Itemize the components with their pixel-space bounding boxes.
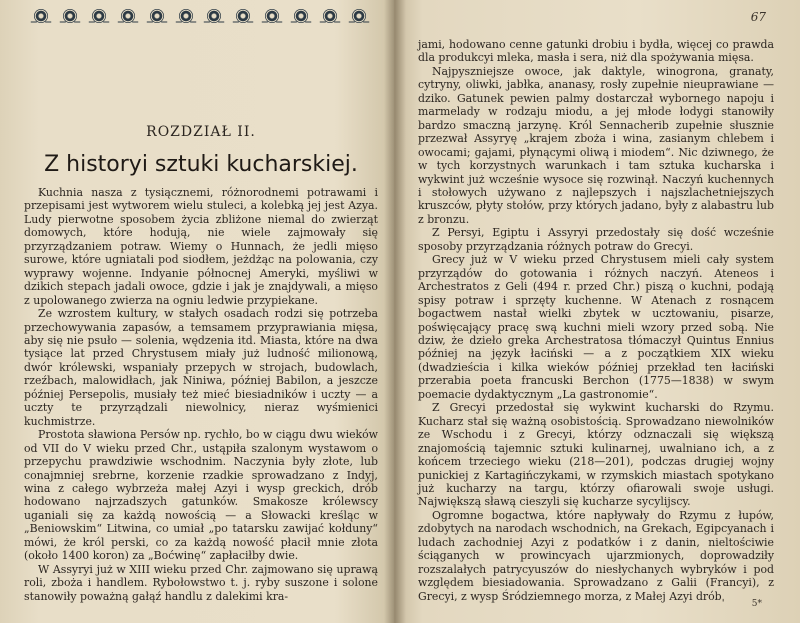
- rose-ornament-icon: [57, 6, 83, 28]
- rose-ornament-icon: [317, 6, 343, 28]
- page-number: 67: [750, 10, 766, 24]
- rose-ornament-icon: [230, 6, 256, 28]
- printer-signature: 5*: [751, 599, 762, 609]
- rose-ornament-icon: [259, 6, 285, 28]
- paragraph: Najpyszniejsze owoce, jak daktyle, winogrona, granaty, cytryny, oliwki, jabłka, ananasy, rosły zupełnie nieuprawiane — dziko. Gatunek pewien palmy dostarczał wybornego napoju i marmelady w rodzaju miodu, a jej młode łodygi stanowiły bardzo smaczną jarzynę. Król Sennacherib zupełnie słusznie przezwał Assyryę „krajem zboża i wina, zasianym chlebem i owocami; gajami, płynącymi oliwą i miodem“. Nic dziwnego, że w tych korzystnych warunkach i tam sztuka kucharska i wykwint już wcześnie wysoce się rozwinął. Naczyń kuchennych i stołowych używano z najlepszych i najszlachetniejszych kruszców, płyty stołów, przy których jadano, były z alabastru lub z bronzu.: [418, 64, 774, 226]
- rose-ornament-icon: [201, 6, 227, 28]
- paragraph: jami, hodowano cenne gatunki drobiu i bydła, więcej co prawda dla produkcyi mleka, masła i sera, niż dla spożywania mięsa.: [418, 38, 774, 65]
- paragraph: Z Grecyi przedostał się wykwint kucharski do Rzymu. Kucharz stał się ważną osobistością. Sprowadzano niewolników ze Wschodu i z Grecyi, którzy odznaczali się większą znajomością tajemnic sztuki kulinarnej, uwalniano ich, a z końcem trzeciego wieku (218—201), podczas drugiej wojny punickiej z Kartagińczykami, w rzymskich miastach spotykano już kucharzy na targu, którzy ofiarowali swoje usługi. Największą sławą cieszyli się kucharze sycylijscy.: [418, 401, 774, 509]
- chapter-heading: ROZDZIAŁ II.: [146, 124, 256, 140]
- rose-ornament-icon: [115, 6, 141, 28]
- right-page-body: [418, 38, 774, 603]
- rose-ornament-icon: [173, 6, 199, 28]
- rose-ornament-icon: [86, 6, 112, 28]
- right-page: [394, 0, 800, 623]
- rose-ornament-icon: [28, 6, 54, 28]
- rose-ornament-icon: [144, 6, 170, 28]
- rose-ornament-icon: [288, 6, 314, 28]
- paragraph: Grecy już w V wieku przed Chrystusem mieli cały system przyrządów do gotowania i różnych naczyń. Ateneos i Archestratos z Geli (494 r. przed Chr.) piszą o kuchni, podają spisy potraw i sprzęty kuchenne. W Atenach z rosnącem bogactwem nastał wielki zbytek w ucztowaniu, pisarze, poświęcający pracę swą kuchni mieli wzory przed sobą. Nie dziw, że dzieło greka Archestratosa tłómaczył Quintus Ennius później na język łaciński — a z początkiem XIX wieku (dwadzieścia i kilka wieków później przekład ten łaciński przerabia poeta francuski Berchon (1775—1838) w swym poemacie dydaktycznym „La gastronomie“.: [418, 253, 774, 401]
- left-page-body: [24, 186, 378, 603]
- paragraph: W Assyryi już w XIII wieku przed Chr. zajmowano się uprawą roli, zboża i handlem. Rybołowstwo t. j. ryby suszone i solone stanowiły poważną gałąź handlu z dalekimi kra-: [24, 562, 378, 603]
- paragraph: Z Persyi, Egiptu i Assyryi przedostały się dość wcześnie sposoby przyrządzania różnych potraw do Grecyi.: [418, 226, 774, 253]
- chapter-title: Z historyi sztuki kucharskiej.: [44, 152, 358, 177]
- paragraph: Ze wzrostem kultury, w stałych osadach rodzi się potrzeba przechowywania zapasów, a temsamem przyprawiania mięsa, aby się nie psuło — solenia, wędzenia itd. Miasta, które na dwa tysiące lat przed Chrystusem miały już ludność milionową, dwór królewski, wspaniały przepych w strojach, budowlach, rzeźbach, malowidłach, jak Niniwa, później Babilon, a jeszcze później Persepolis, musiały też mieć biesiadników i uczty — a uczty te przyrządzali niewolnicy, nieraz wyśmienici kuchmistrze.: [24, 307, 378, 428]
- paragraph: Ogromne bogactwa, które napływały do Rzymu z łupów, zdobytych na narodach wschodnich, na Grekach, Egipcyanach i ludach zachodniej Azyi z podatków i z danin, nieltościwie ściąganych w prowincyach ujarzmionych, doprowadziły rozszalałych patrycyuszów do niesłychanych wybryków i pod względem biesiadowania. Sprowadzano z Galii (Francyi), z Grecyi, z wysp Śródziemnego morza, z Małej Azyi dróbˌ: [418, 508, 774, 603]
- left-page: [0, 0, 394, 623]
- rose-ornament-icon: [346, 6, 372, 28]
- paragraph: Kuchnia nasza z tysiącznemi, różnorodnemi potrawami i przepisami jest wytworem wielu stuleci, a kolebką jej jest Azya. Ludy pierwotne sposobem życia zbliżone niemal do zwierząt domowych, które hodują, nie wiele zajmowały się przyrządzaniem potraw. Wiemy o Hunnach, że jedli mięso surowe, które ugniatali pod siodłem, jeżdżąc na polowania, czy wyprawy wojenne. Indyanie północnej Ameryki, myśliwi w dzikich stepach jadali owoce, gdzie i jak je znajdywali, a mięso z upolowanego zwierza na ogniu ledwie przypiekane.: [24, 186, 378, 307]
- floral-ornament-band: [28, 6, 372, 30]
- paragraph: Prostota sławiona Persów np. rychło, bo w ciągu dwu wieków od VII do V wieku przed Chr., ustąpiła szalonym wystawom o przepychu prawdziwie wschodnim. Naczynia były złote, lub conajmniej srebrne, korzenie rzadkie sprowadzano z Indyj, wina z całego wybrzeża małej Azyi i wysp greckich, drób hodowano najrzadszych gatunków. Smakosze królewscy uganiali się za każdą nowością — a Słowacki kreśląc w „Beniowskim“ Litwina, co umiał „po tatarsku zawijać kołduny“ mówi, że król perski, co za każdą nowość płacił mnie złota (około 1400 koron) za „Boćwinę“ zapłaciłby dwie.: [24, 428, 378, 563]
